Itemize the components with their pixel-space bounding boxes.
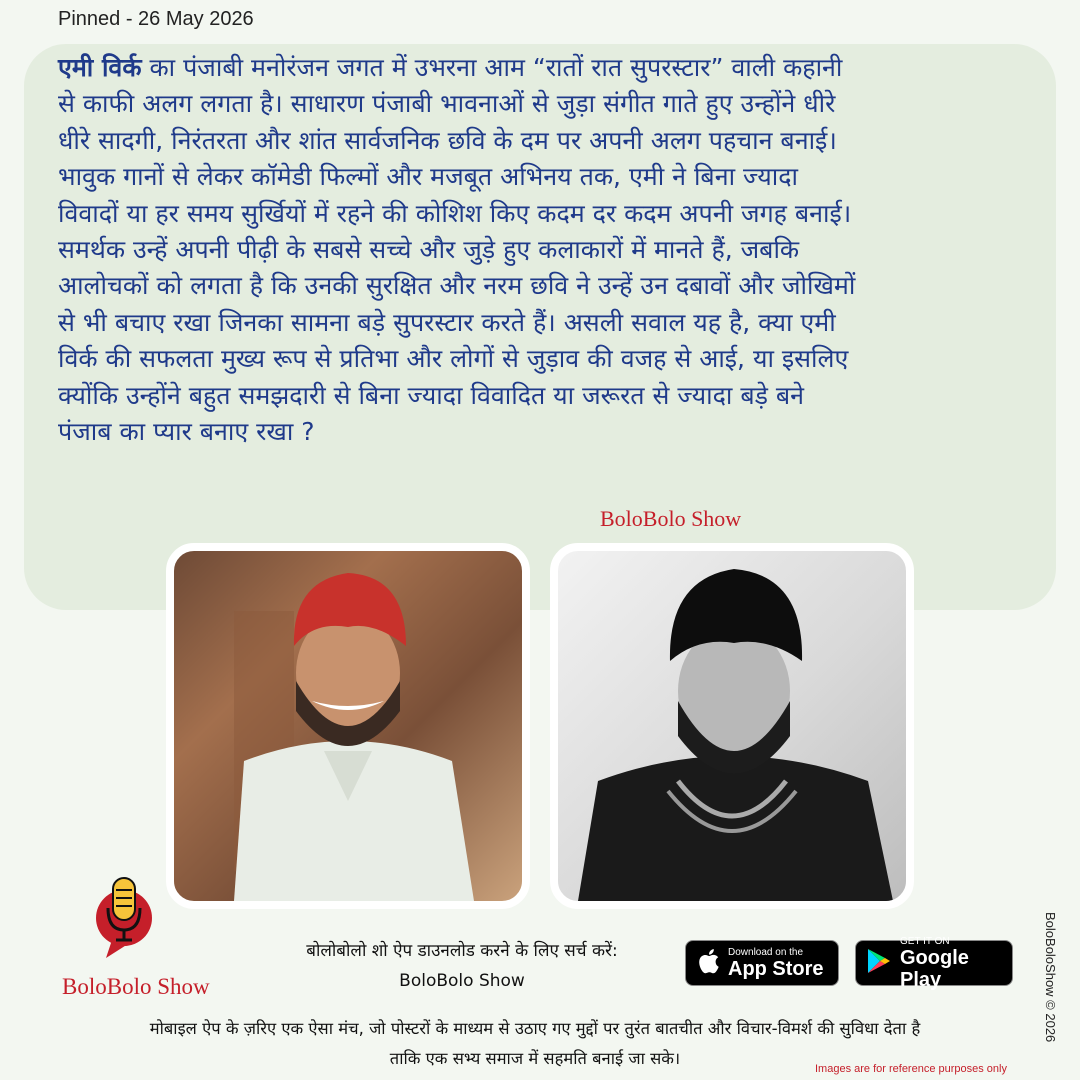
microphone-chat-icon [94,874,154,962]
post-line-4: भावुक गानों से लेकर कॉमेडी फिल्मों और मजबूत अभिनय तक, एमी ने बिना ज्यादा [58,162,799,192]
post-line-3: धीरे सादगी, निरंतरता और शांत सार्वजनिक छवि के दम पर अपनी अलग पहचान बनाई। [58,125,837,155]
post-line-11: पंजाब का प्यार बनाए रखा ? [58,417,315,447]
copyright-vertical: BoloBoloShow © 2026 [1043,912,1058,1043]
post-line-9: विर्क की सफलता मुख्य रूप से प्रतिभा और लोगों से जुड़ाव की वजह से आई, या इसलिए [58,344,849,374]
post-line-8: से भी बचाए रखा जिनका सामना बड़े सुपरस्टार करते हैं। असली सवाल यह है, क्या एमी [58,307,836,337]
portrait-black-turban [558,551,906,901]
post-line-2: से काफी अलग लगता है। साधारण पंजाबी भावनाओं से जुड़ा संगीत गाते हुए उन्होंने धीरे [58,89,836,119]
footer-line-1: मोबाइल ऐप के ज़रिए एक ऐसा मंच, जो पोस्टरों के माध्यम से उठाए गए मुद्दों पर तुरंत बातचीत और विचार-विमर्श की सुविधा देता है [149,1019,921,1038]
portrait-red-turban [174,551,522,901]
post-text [58,50,1058,450]
photo-right [550,543,914,909]
download-prompt [252,936,672,996]
post-line-5: विवादों या हर समय सुर्खियों में रहने की कोशिश किए कदम दर कदम अपनी जगह बनाई। [58,198,852,228]
post-line-1: का पंजाबी मनोरंजन जगत में उभरना आम “रातों रात सुपरस्टार” वाली कहानी [141,53,843,82]
app-store-big-label: App Store [728,957,824,980]
google-play-small-label: GET IT ON [900,935,950,947]
post-name-bold: एमी विर्क [58,53,142,82]
post-line-7: आलोचकों को लगता है कि उनकी सुरक्षित और नरम छवि ने उन्हें उन दबावों और जोखिमों [58,271,856,301]
apple-icon [696,947,720,979]
app-store-small-label: Download on the [728,946,804,958]
post-line-6: समर्थक उन्हें अपनी पीढ़ी के सबसे सच्चे और जुड़े हुए कलाकारों में मानते हैं, जबकि [58,235,800,265]
pinned-label: Pinned - 26 May 2026 [58,8,254,30]
app-store-texts [728,947,824,980]
disclaimer-note: Images are for reference purposes only [815,1063,1007,1075]
photo-left [166,543,530,909]
app-store-button[interactable] [685,940,839,986]
google-play-big-label: Google Play [900,946,969,991]
brand-logo-text: BoloBolo Show [62,974,210,999]
download-line-2: BoloBolo Show [399,971,525,991]
footer-line-2: ताकि एक सभ्य समाज में सहमति बनाई जा सके। [389,1049,681,1068]
post-line-10: क्योंकि उन्होंने बहुत समझदारी से बिना ज्यादा विवादित या जरूरत से ज्यादा बड़े बने [58,380,805,410]
download-line-1: बोलोबोलो शो ऐप डाउनलोड करने के लिए सर्च करें: [306,941,618,961]
google-play-button[interactable] [855,935,1013,991]
google-play-texts [900,936,1002,991]
brand-watermark: BoloBolo Show [600,506,742,531]
google-play-icon [866,947,892,979]
